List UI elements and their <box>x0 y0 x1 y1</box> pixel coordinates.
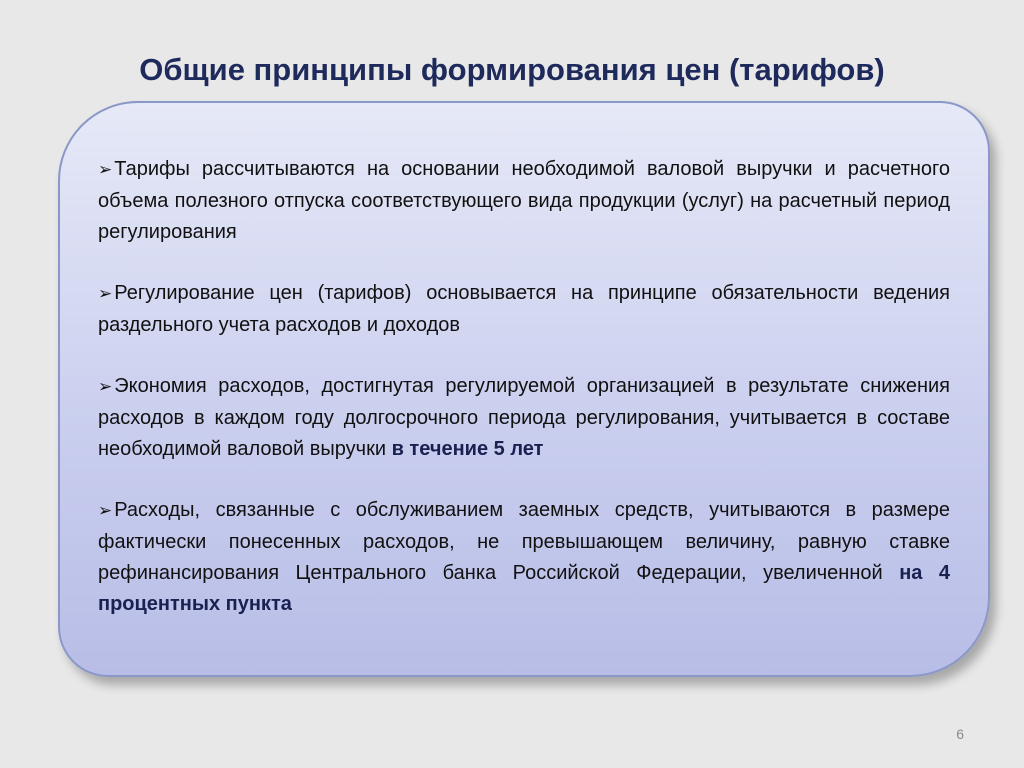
bullet-text: Экономия расходов, достигнутая регулируемой организацией в результате снижения расходов в каждом году долгосрочного периода регулирования, учитывается в составе необходимой валовой выручки <box>98 375 950 460</box>
content-box <box>58 101 990 677</box>
bullet-text: Расходы, связанные с обслуживанием заемных средств, учитываются в размере фактически понесенных расходов, не превышающем величину, равную ставке рефинансирования Центрального банка Российской Федерации, увеличенной <box>98 499 950 584</box>
bullet-emphasis: на 4 процентных пункта <box>98 562 950 615</box>
bullet-text: Регулирование цен (тарифов) основывается на принципе обязательности ведения раздельного учета расходов и доходов <box>98 282 950 336</box>
bullet-item <box>98 154 950 248</box>
arrow-bullet-icon: ➢ <box>98 284 113 304</box>
slide-title: Общие принципы формирования цен (тарифов) <box>139 52 885 87</box>
bullet-emphasis: в течение 5 лет <box>391 438 544 460</box>
bullet-item <box>98 371 950 465</box>
page-number: 6 <box>956 726 964 742</box>
arrow-bullet-icon: ➢ <box>98 160 113 180</box>
arrow-bullet-icon: ➢ <box>98 377 113 397</box>
bullet-item <box>98 278 950 341</box>
arrow-bullet-icon: ➢ <box>98 501 113 521</box>
bullet-text: Тарифы рассчитываются на основании необходимой валовой выручки и расчетного объема полезного отпуска соответствующего вида продукции (услуг) на расчетный период регулирования <box>98 158 950 243</box>
bullet-item <box>98 495 950 620</box>
